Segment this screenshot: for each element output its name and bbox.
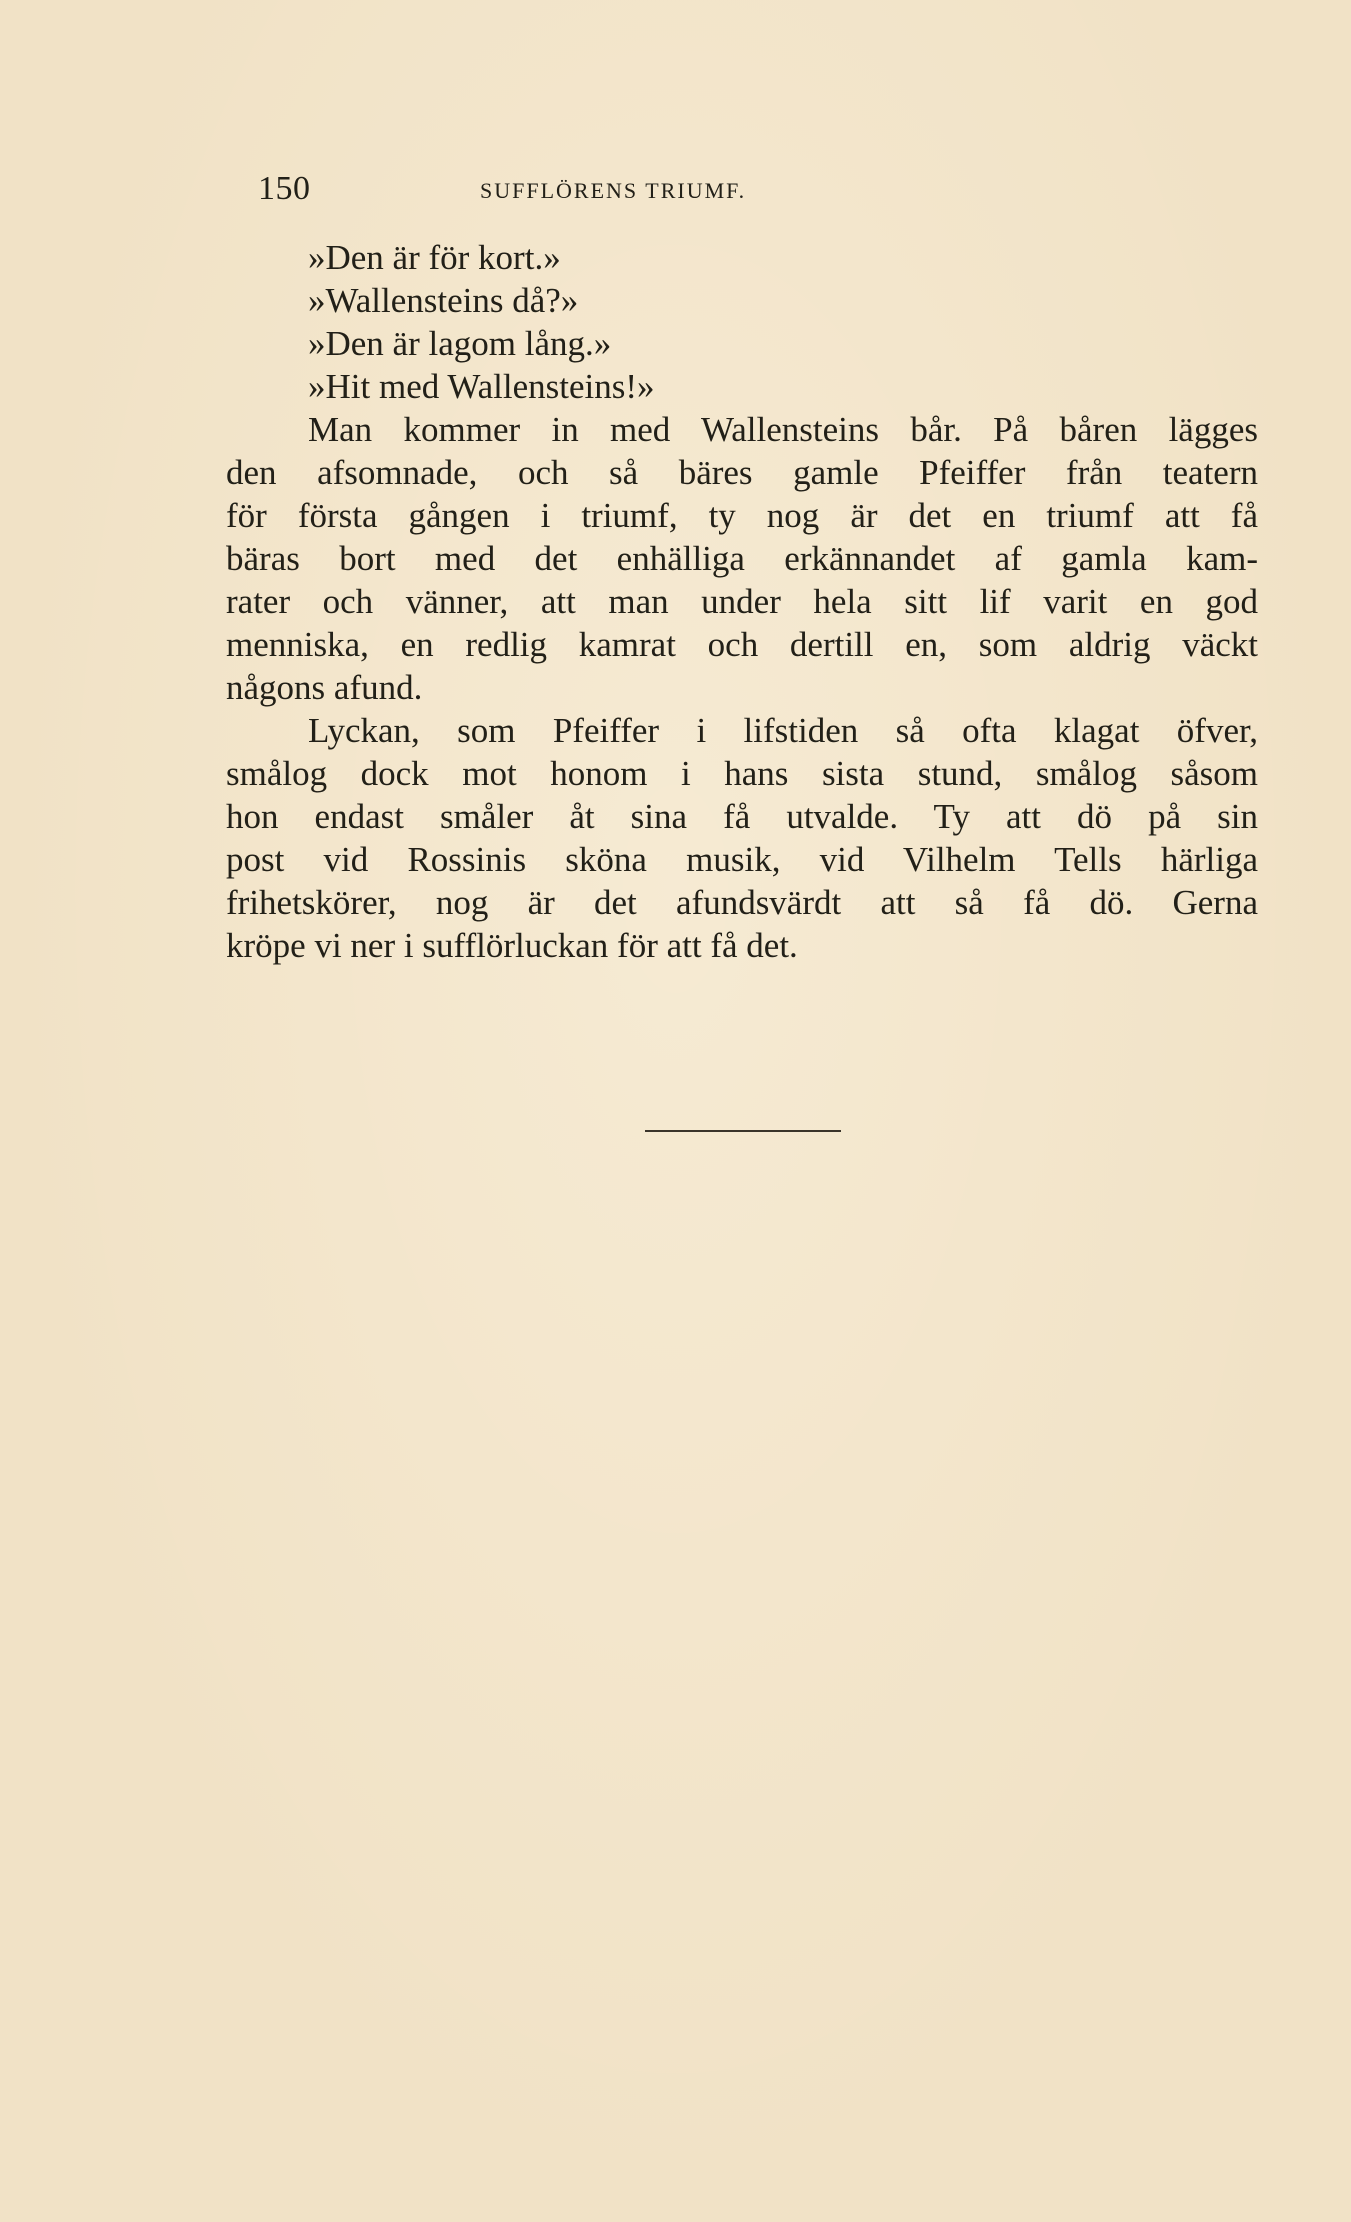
paragraph-line: hon endast småler åt sina få utvalde. Ty att dö på sin xyxy=(226,797,1258,836)
body-text xyxy=(226,236,1258,967)
dialogue-line: »Wallensteins då?» xyxy=(308,281,579,320)
page-number: 150 xyxy=(258,170,311,207)
section-divider xyxy=(645,1130,841,1132)
paragraph-line: Lyckan, som Pfeiffer i lifstiden så ofta klagat öfver, xyxy=(308,711,1258,750)
dialogue-line: »Den är för kort.» xyxy=(308,238,561,277)
paragraph-line: den afsomnade, och så bäres gamle Pfeiffer från teatern xyxy=(226,453,1258,492)
paragraph-line: någons afund. xyxy=(226,668,423,707)
paragraph-line: frihetskörer, nog är det afundsvärdt att så få dö. Gerna xyxy=(226,883,1258,922)
paragraph-line: smålog dock mot honom i hans sista stund, smålog såsom xyxy=(226,754,1258,793)
paragraph-line: kröpe vi ner i sufflörluckan för att få det. xyxy=(226,926,798,965)
paragraph-line: menniska, en redlig kamrat och dertill en, som aldrig väckt xyxy=(226,625,1258,664)
dialogue-line: »Den är lagom lång.» xyxy=(308,324,612,363)
paragraph-line: Man kommer in med Wallensteins bår. På båren lägges xyxy=(308,410,1258,449)
paragraph-line: rater och vänner, att man under hela sitt lif varit en god xyxy=(226,582,1258,621)
paragraph-line: för första gången i triumf, ty nog är det en triumf att få xyxy=(226,496,1258,535)
page-header xyxy=(258,170,918,210)
dialogue-line: »Hit med Wallensteins!» xyxy=(308,367,655,406)
paragraph-line: post vid Rossinis sköna musik, vid Vilhelm Tells härliga xyxy=(226,840,1258,879)
paragraph-line: bäras bort med det enhälliga erkännandet af gamla kam- xyxy=(226,539,1258,578)
running-head: SUFFLÖRENS TRIUMF. xyxy=(480,178,747,203)
